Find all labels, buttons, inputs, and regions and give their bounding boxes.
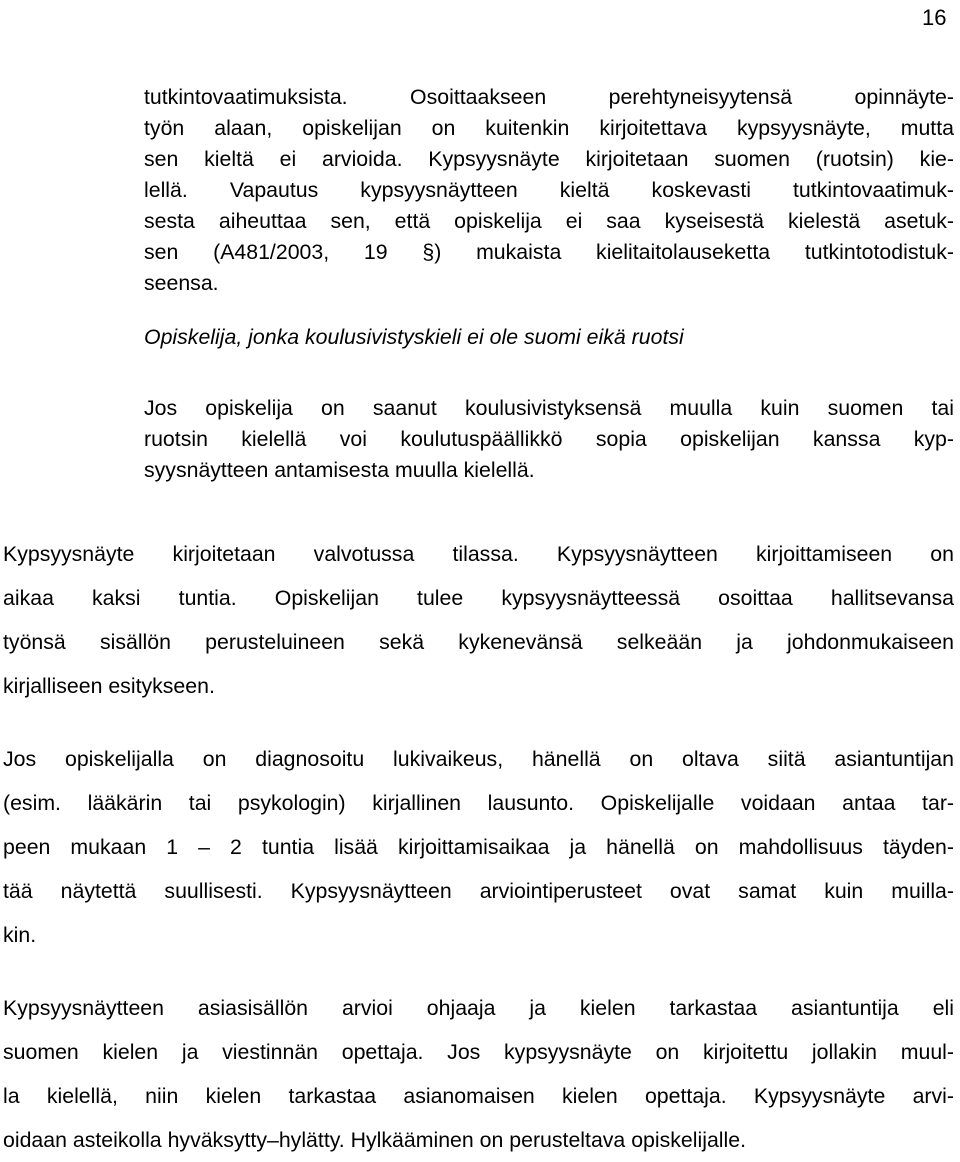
- paragraph-other-language: [144, 393, 954, 486]
- text-line: tää näytettä suullisesti. Kypsyysnäytteen arviointiperusteet ovat samat kuin muilla-: [3, 879, 954, 903]
- heading-text: Opiskelija, jonka koulusivistyskieli ei ole suomi eikä ruotsi: [144, 325, 684, 349]
- text-line: Jos opiskelija on saanut koulusivistyksensä muulla kuin suomen tai: [144, 396, 954, 420]
- text-line: Jos opiskelijalla on diagnosoitu lukivaikeus, hänellä on oltava siitä asiantuntijan: [3, 747, 954, 771]
- text-line: aikaa kaksi tuntia. Opiskelijan tulee kypsyysnäytteessä osoittaa hallitsevansa: [3, 586, 954, 610]
- text-line: oidaan asteikolla hyväksytty–hylätty. Hylkääminen on perusteltava opiskelijalle.: [3, 1128, 747, 1152]
- text-line: peen mukaan 1 – 2 tuntia lisää kirjoittamisaikaa ja hänellä on mahdollisuus täyden-: [3, 835, 954, 859]
- text-line: ruotsin kielellä voi koulutuspäällikkö sopia opiskelijan kanssa kyp-: [144, 427, 954, 451]
- text-line: (esim. lääkärin tai psykologin) kirjallinen lausunto. Opiskelijalle voidaan antaa tar-: [3, 791, 954, 815]
- text-line: sen (A481/2003, 19 §) mukaista kielitaitolauseketta tutkintotodistuk-: [144, 240, 954, 264]
- paragraph-assessment: [3, 986, 954, 1162]
- text-line: syysnäytteen antamisesta muulla kielellä.: [144, 458, 535, 482]
- paragraph-exemption: [144, 82, 954, 299]
- text-line: kirjalliseen esitykseen.: [3, 674, 215, 698]
- text-line: lellä. Vapautus kypsyysnäytteen kieltä koskevasti tutkintovaatimuk-: [144, 178, 954, 202]
- text-line: suomen kielen ja viestinnän opettaja. Jos kypsyysnäyte on kirjoitettu jollakin muul-: [3, 1040, 954, 1064]
- paragraph-dyslexia: [3, 737, 954, 957]
- text-line: tutkintovaatimuksista. Osoittaakseen perehtyneisyytensä opinnäyte-: [144, 85, 954, 109]
- text-line: kin.: [3, 923, 37, 947]
- text-line: sesta aiheuttaa sen, että opiskelija ei saa kyseisestä kielestä asetuk-: [144, 209, 954, 233]
- paragraph-supervised: [3, 532, 954, 708]
- text-line: sen kieltä ei arvioida. Kypsyysnäyte kirjoitetaan suomen (ruotsin) kie-: [144, 147, 954, 171]
- text-line: työnsä sisällön perusteluineen sekä kykenevänsä selkeään ja johdonmukaiseen: [3, 630, 954, 654]
- section-heading: [144, 322, 954, 353]
- text-line: seensa.: [144, 271, 219, 295]
- page-number: 16: [922, 5, 947, 30]
- text-line: työn alaan, opiskelijan on kuitenkin kirjoitettava kypsyysnäyte, mutta: [144, 116, 954, 140]
- text-line: Kypsyysnäytteen asiasisällön arvioi ohjaaja ja kielen tarkastaa asiantuntija eli: [3, 996, 954, 1020]
- text-line: la kielellä, niin kielen tarkastaa asianomaisen kielen opettaja. Kypsyysnäyte arvi-: [3, 1084, 954, 1108]
- text-line: Kypsyysnäyte kirjoitetaan valvotussa tilassa. Kypsyysnäytteen kirjoittamiseen on: [3, 542, 954, 566]
